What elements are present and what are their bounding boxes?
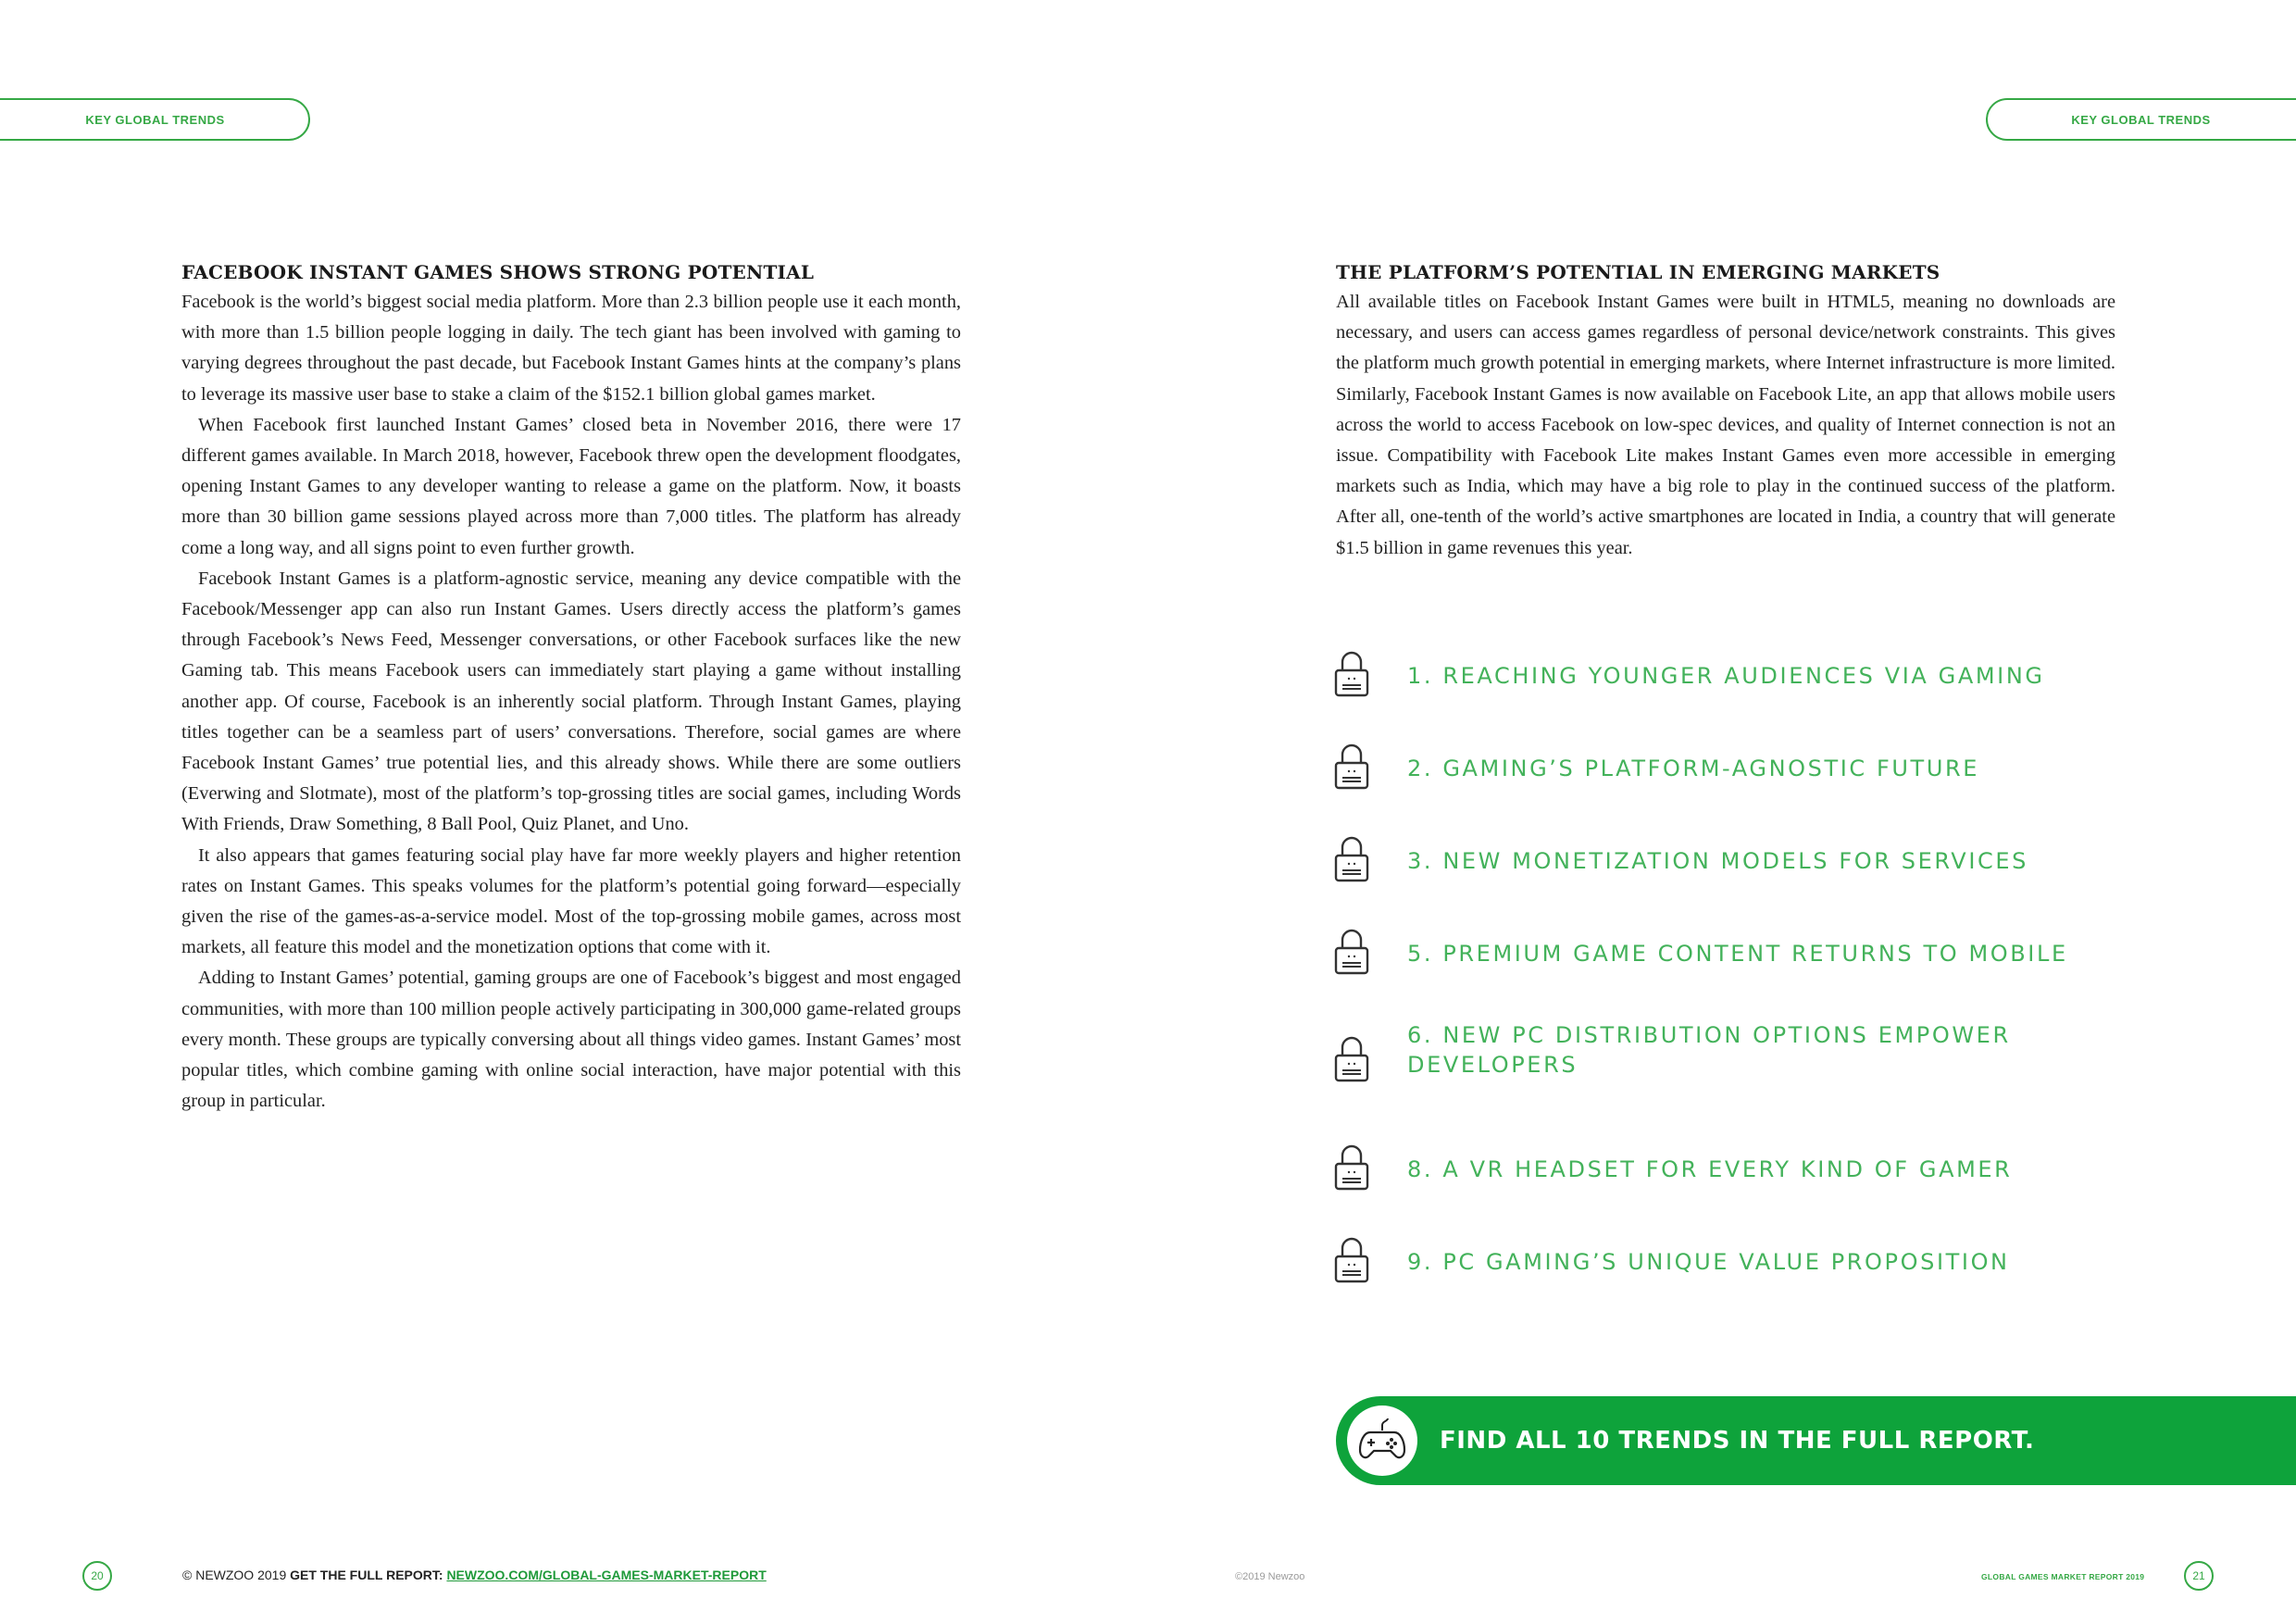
trend-item[interactable]: [1333, 926, 2111, 976]
left-column: [181, 261, 961, 1117]
trend-label: 6. NEW PC DISTRIBUTION OPTIONS EMPOWER DEVELOPERS: [1407, 1022, 2011, 1078]
paragraph: It also appears that games featuring social play have far more weekly players and higher retention rates on Instant Games. This speaks volumes for the platform’s potential going forward—especially given the rise of the games-as-a-service model. Most of the top-grossing mobile games, across most markets, all feature this model and the monetization options that come with it.: [181, 844, 961, 958]
trend-item[interactable]: [1333, 741, 2111, 791]
paragraph: Facebook is the world’s biggest social media platform. More than 2.3 billion people use it each month, with more than 1.5 billion people logging in daily. The tech giant has been involved with gaming to varying degrees throughout the past decade, but Facebook Instant Games hints at the company’s plans to leverage its massive user base to stake a claim of the $152.1 billion global games market.: [181, 292, 961, 405]
footer-report-link[interactable]: NEWZOO.COM/GLOBAL-GAMES-MARKET-REPORT: [446, 1568, 767, 1582]
trend-label: 1. REACHING YOUNGER AUDIENCES VIA GAMING: [1407, 663, 2045, 689]
banner-icon-circle: [1347, 1405, 1417, 1476]
footer-report-title: GLOBAL GAMES MARKET REPORT 2019: [1981, 1572, 2145, 1581]
lock-icon: [1333, 648, 1370, 698]
paragraph: When Facebook first launched Instant Games’ closed beta in November 2016, there were 17 different games available. In March 2018, however, Facebook threw open the development floodgates, opening Instant Games to any developer wanting to release a game on the platform. Now, it boasts more than 30 billion game sessions played across more than 7,000 titles. The platform has already come a long way, and all signs point to even further growth.: [181, 414, 961, 558]
left-heading: FACEBOOK INSTANT GAMES SHOWS STRONG POTENTIAL: [181, 261, 815, 283]
paragraph: Adding to Instant Games’ potential, gaming groups are one of Facebook’s biggest and most engaged communities, with more than 100 million people actively participating in 300,000 game-related groups every month. These groups are typically conversing about all things video games. Instant Games’ most popular titles, which combine gaming with online social interaction, have major potential with this group in particular.: [181, 968, 961, 1112]
paragraph: Facebook Instant Games is a platform-agnostic service, meaning any device compatible with the Facebook/Messenger app can also run Instant Games. Users directly access the platform’s games through Facebook’s News Feed, Messenger conversations, or other Facebook surfaces like the new Gaming tab. This means Facebook users can immediately start playing a game without installing another app. Of course, Facebook is an inherently social platform. Through Instant Games, playing titles together can be a seamless part of users’ conversations. Therefore, social games are where Facebook Instant Games’ true potential lies, and this already shows. While there are some outliers (Everwing and Slotmate), most of the platform’s top-grossing titles are social games, including Words With Friends, Draw Something, 8 Ball Pool, Quiz Planet, and Uno.: [181, 568, 961, 835]
page-number-label: 21: [2192, 1569, 2205, 1582]
trend-item[interactable]: [1333, 648, 2111, 698]
gamepad-icon: [1357, 1416, 1407, 1466]
trend-item[interactable]: [1333, 1234, 2111, 1284]
trend-item[interactable]: [1333, 833, 2111, 883]
page-number-left: [82, 1561, 112, 1591]
footer-cta: GET THE FULL REPORT:: [290, 1568, 443, 1582]
page-number-label: 20: [91, 1569, 104, 1582]
trend-item[interactable]: [1333, 1022, 2111, 1083]
trend-label: 8. A VR HEADSET FOR EVERY KIND OF GAMER: [1407, 1156, 2013, 1182]
footer-center: ©2019 Newzoo: [1235, 1571, 1305, 1582]
right-heading: THE PLATFORM’S POTENTIAL IN EMERGING MARKETS: [1336, 261, 1940, 283]
footer-left: [182, 1568, 767, 1582]
full-report-banner[interactable]: [1336, 1396, 2296, 1485]
banner-text: FIND ALL 10 TRENDS IN THE FULL REPORT.: [1440, 1427, 2035, 1455]
trend-label: 5. PREMIUM GAME CONTENT RETURNS TO MOBILE: [1407, 941, 2068, 967]
trend-item[interactable]: [1333, 1142, 2111, 1192]
lock-icon: [1333, 1033, 1370, 1083]
right-column: [1336, 261, 2115, 564]
footer-copyright: © NEWZOO 2019: [182, 1568, 287, 1582]
page-number-right: [2184, 1561, 2214, 1591]
trend-label: 9. PC GAMING’S UNIQUE VALUE PROPOSITION: [1407, 1249, 2010, 1275]
section-tag-right: [1986, 98, 2296, 141]
trend-label: 3. NEW MONETIZATION MODELS FOR SERVICES: [1407, 848, 2028, 874]
section-tag-left: [0, 98, 310, 141]
lock-icon: [1333, 833, 1370, 883]
paragraph: All available titles on Facebook Instant Games were built in HTML5, meaning no downloads are necessary, and users can access games regardless of personal device/network constraints. This gives the platform much growth potential in emerging markets, where Internet infrastructure is more limited. Similarly, Facebook Instant Games is now available on Facebook Lite, an app that allows mobile users across the world to access Facebook on low-spec devices, and quality of Internet connection is not an issue. Compatibility with Facebook Lite makes Instant Games even more accessible in emerging markets such as India, which may have a big role to play in the continued success of the platform. After all, one-tenth of the world’s active smartphones are located in India, a country that will generate $1.5 billion in game revenues this year.: [1336, 292, 2115, 558]
lock-icon: [1333, 1234, 1370, 1284]
lock-icon: [1333, 926, 1370, 976]
section-tag-label: KEY GLOBAL TRENDS: [85, 112, 225, 127]
lock-icon: [1333, 1142, 1370, 1192]
lock-icon: [1333, 741, 1370, 791]
section-tag-label: KEY GLOBAL TRENDS: [2071, 112, 2211, 127]
trend-label: 2. GAMING’S PLATFORM-AGNOSTIC FUTURE: [1407, 756, 1980, 781]
